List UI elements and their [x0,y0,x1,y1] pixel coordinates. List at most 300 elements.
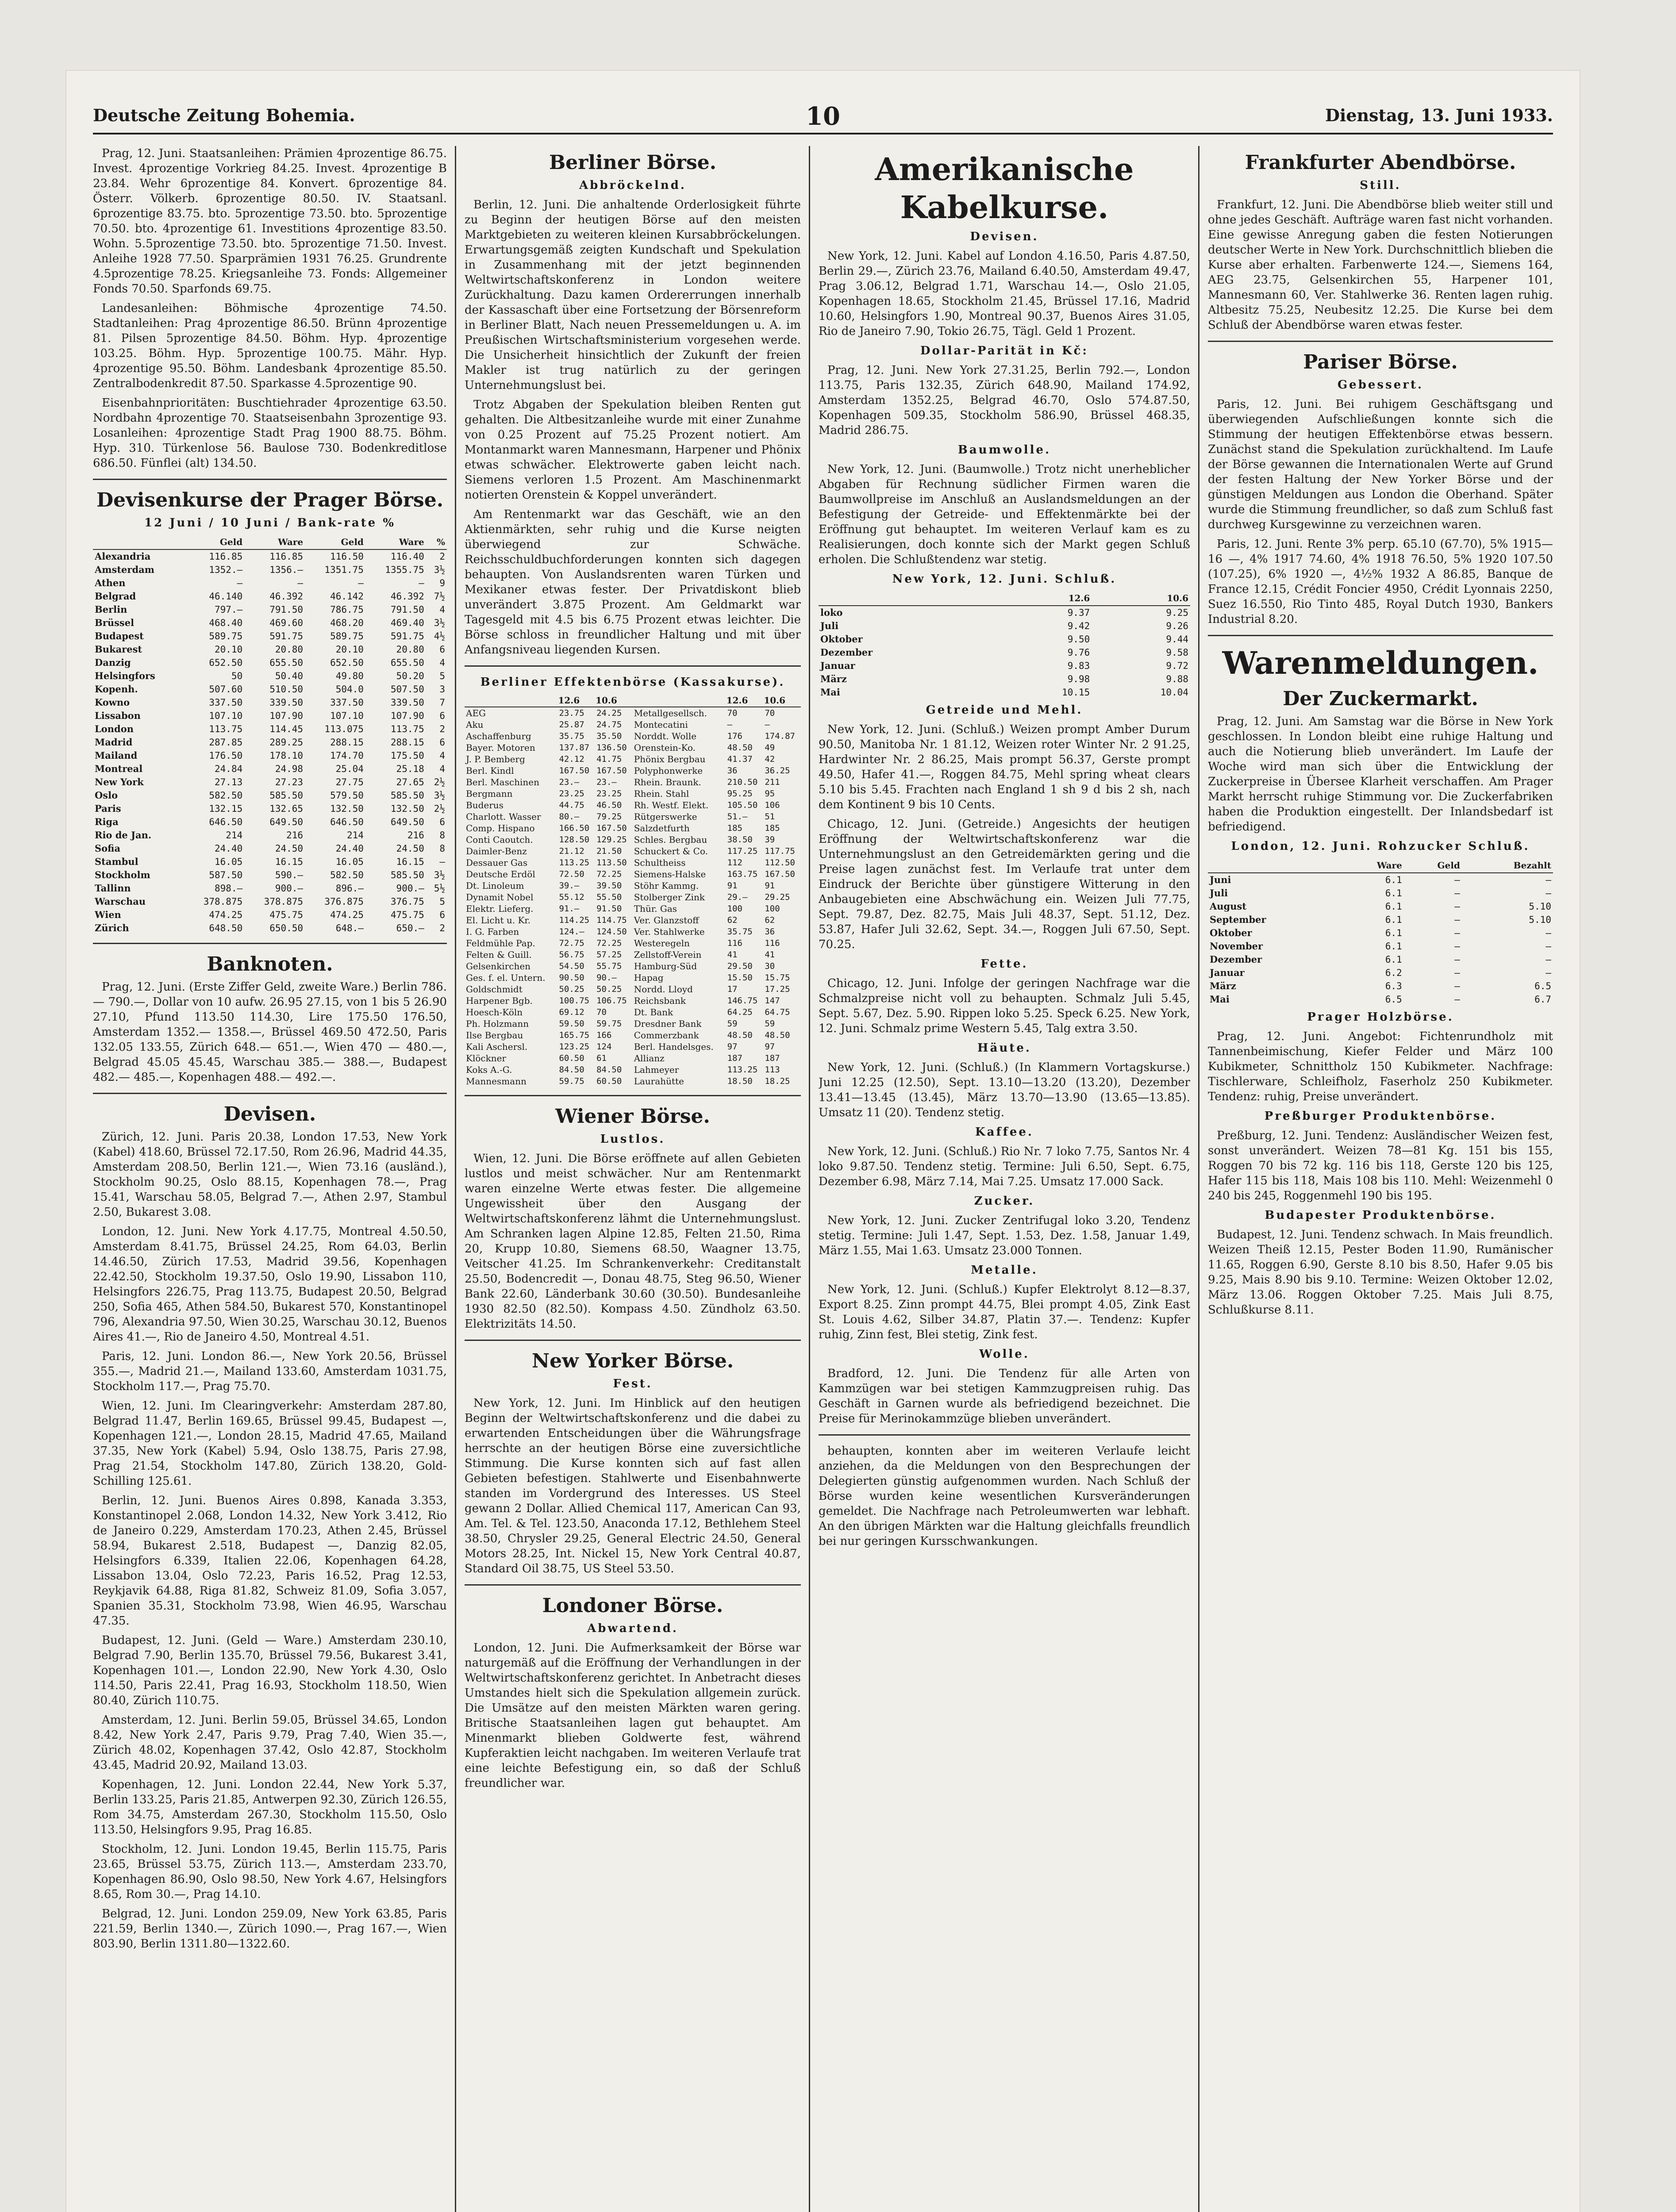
stock-row [465,903,801,914]
table-cell: Berlin [95,604,127,615]
table-cell: 72.25 [596,869,622,879]
table-cell: Polyphonwerke [634,765,703,776]
section-title: Der Zuckermarkt. [1283,687,1478,710]
table-cell: 587.50 [209,870,243,880]
table-cell: 786.75 [330,604,364,615]
table-caption: London, 12. Juni. Rohzucker Schluß. [1231,840,1530,853]
table-cell: 507.50 [390,684,424,695]
stock-row [465,1064,801,1075]
table-cell: 79.25 [596,812,622,822]
table-cell: 210.50 [727,777,758,787]
article-paragraph: Berlin, 12. Juni. Die anhaltende Orderlosigkeit führte zu Beginn der heutigen Börse auf den meisten Marktgebieten zu weiteren kleinen Kursabbröckelungen. Erwartungsgemäß zeigten Kundschaft und Spekulation in Zusammenhang mit der jetzt beginnenden Weltwirtschaftskonferenz in London weitere Zurückhaltung. Dazu kamen Ordererrungen innerhalb der Kassaschaft über eine Fortsetzung der Börsenreform in Berliner Blatt, Nach neuen Pressemeldungen u. A. im Preußischen Wirtschaftsministerium vorgesehen werde. Die Unsicherheit hinsichtlich der Zukunft der freien Makler ist trug natürlich zu der geringen Unternehmungslust bei. [465,198,801,392]
column-4 [1208,146,1553,2212]
section-subtitle: Preßburger Produktenbörse. [1264,1110,1497,1123]
table-cell: 376.75 [390,896,424,907]
table-cell: 44.75 [559,800,584,810]
table-cell: Feldmühle Pap. [466,938,535,949]
table-cell: Berl. Handelsges. [634,1041,714,1052]
table-cell: 646.50 [330,817,364,827]
table-cell: 50 [231,671,243,681]
section-subtitle: Zucker. [974,1194,1035,1208]
table-cell: 2½ [434,777,445,787]
table-cell: 376.875 [324,896,364,907]
cotton-table [819,591,1190,699]
table-cell: 113.25 [559,858,590,868]
table-cell: 23.— [596,777,617,787]
table-cell: 24.40 [215,843,243,854]
article-paragraph: Landesanleihen: Böhmische 4prozentige 74.50. Stadtanleihen: Prag 4prozentige 86.50. Brünn 4prozentige 81. Pilsen 5prozentige 84.50. Böhm. Hyp. 4prozentige 103.25. Böhm. Hyp. 5prozentige 100.75. Mähr. Hyp. 4prozentige 95.50. Böhm. Landesbank 4prozentige 85.50. Zentralbodenkredit 87.50. Sparkasse 4.5prozentige 90. [93,302,447,390]
table-cell: 791.50 [269,604,304,615]
table-cell: 178.10 [269,750,304,761]
table-cell: — [1545,928,1551,938]
table-cell: 107.10 [330,710,364,721]
table-cell: 6 [439,644,445,655]
stock-row [465,960,801,972]
table-cell: 48.50 [727,1030,753,1040]
table-cell: 113.25 [727,1065,758,1075]
section-subtitle: Berliner Effektenbörse (Kassakurse). [480,676,785,689]
table-cell: 2 [439,724,445,734]
table-cell: Helsingfors [95,670,155,681]
table-cell: Koks A.-G. [466,1064,512,1075]
table-cell: 41.75 [596,754,622,764]
table-cell: 112.50 [765,858,795,868]
table-cell: 107.90 [269,710,304,721]
section-subtitle: Wolle. [979,1348,1030,1361]
table-cell: 61 [596,1053,607,1063]
table-cell: 289.25 [269,737,304,748]
table-cell: Phönix Bergbau [634,754,706,764]
table-cell: 24.50 [396,843,424,854]
table-cell: 6 [439,817,445,827]
article-text: New York, 12. Juni. (Schluß.) Rio Nr. 7 loko 7.75, Santos Nr. 4 loko 9.87.50. Tendenz stetig. Termine: Juli 6.50, Sept. 6.75, Dezember 6.98, März 7.14, Mai 7.25. Umsatz 17.000 Sack. [819,1145,1190,1188]
table-cell: 116.85 [269,551,304,562]
cotton-row [819,686,1190,699]
section-subtitle: Budapester Produktenbörse. [1265,1209,1496,1222]
table-cell: Buderus [466,800,504,810]
table-cell: 9.76 [1067,647,1090,658]
table-cell: 339.50 [269,697,304,708]
article-paragraphs [465,197,801,657]
table-cell: 900.— [275,883,304,894]
table-cell: 1352.— [209,565,243,575]
rate-row [93,683,447,696]
table-cell: 6 [439,710,445,721]
table-cell: Schles. Bergbau [634,834,707,845]
table-cell: 46.50 [596,800,622,810]
section-subtitle: Abwartend. [587,1622,678,1635]
table-cell: 132.65 [269,803,304,814]
divider [465,1340,801,1341]
table-cell: 648.50 [209,923,243,933]
table-cell: 4 [439,604,445,615]
table-cell: Bayer. Motoren [466,742,535,753]
table-cell: 41.37 [727,754,753,764]
table-cell: Stolberger Zink [634,892,705,902]
devisen-paragraph: Wien, 12. Juni. Im Clearingverkehr: Amsterdam 287.80, Belgrad 11.47, Berlin 169.65, Brüssel 99.45, Budapest —, Kopenhagen 121.—, London 28.15, Madrid 47.65, Mailand 37.35, New York (Kabel) 5.94, Oslo 138.75, Paris 27.98, Prag 21.54, Stockholm 147.80, Zürich 138.20, Gold-Schilling 125.61. [93,1399,447,1488]
table-cell: 646.50 [209,817,243,827]
divider [465,1584,801,1586]
table-cell: 70 [727,708,738,718]
section-title: Devisen. [223,1103,316,1125]
table-cell: 62 [727,915,738,925]
table-cell: — [1454,994,1460,1005]
stock-row [465,730,801,742]
table-cell: 10.04 [1160,687,1188,698]
table-cell: 27.75 [335,777,364,787]
column-header: 10.6 [595,694,633,707]
table-cell: — [439,856,445,867]
table-cell: 582.50 [209,790,243,801]
table-cell: Norddt. Wolle [634,731,697,741]
table-cell: 48.50 [765,1030,790,1040]
table-cell: 469.60 [269,618,304,628]
table-cell: Dt. Bank [634,1007,673,1018]
page-number: 10 [806,102,840,131]
table-cell: Kali Aschersl. [466,1041,528,1052]
section-subtitle: Dollar-Parität in Kč: [920,344,1089,357]
table-cell: 35.50 [596,731,622,741]
table-cell: — [1454,875,1460,885]
table-cell: Laurahütte [634,1076,684,1087]
table-cell: 113.075 [324,724,364,734]
table-cell: 23.75 [559,708,584,718]
section-title: Frankfurter Abendbörse. [1245,151,1516,174]
article-text: New York, 12. Juni. (Baumwolle.) Trotz nicht unerheblicher Abgaben für Rechnung südlicher Firmen waren die Baumwollpreise im Anschluß an Auslandsmeldungen an der Befestigung der Getreide- und Effektenmärkte bei der Eröffnung gut behauptet. Im weiteren Verlauf kam es zu Realisierungen, doch konnte sich der Markt gegen Schluß erholen. Die Schlußtendenz war stetig. [819,463,1190,566]
table-cell: 124.— [559,927,584,937]
article-text: Preßburg, 12. Juni. Tendenz: Ausländischer Weizen fest, sonst unverändert. Weizen 78—81 Kg. 151 bis 155, Roggen 70 bis 72 kg. 116 bis 118, Gerste 120 bis 125, Hafer 115 bis 118, Mais 108 bis 110. Mehl: Weizenmehl 0 240 bis 245, Roggenmehl 190 bis 195. [1208,1129,1553,1202]
table-cell: 48.50 [727,743,753,753]
stock-row [465,765,801,776]
table-cell: 72.50 [559,869,584,879]
table-cell: Dynamit Nobel [466,892,534,902]
cotton-row [819,659,1190,672]
column-header: % [426,535,447,549]
stock-row [465,880,801,891]
table-cell: 589.75 [209,631,243,641]
table-cell: 90.50 [559,973,584,983]
table-cell: — [237,578,243,588]
rate-row [93,815,447,829]
table-cell: 36 [727,766,738,776]
article-text: Prag, 12. Juni. Angebot: Fichtenrundholz mit Tannenbeimischung, Kiefer Felder und März 100 Kubikmeter, Schnittholz 150 Kubikmeter. Nachfrage: Tischlerware, Schleifholz, Faserholz 250 Kubikmeter. Tendenz: ruhig, Preise unverändert. [1208,1030,1553,1103]
table-cell: 475.75 [269,910,304,920]
devisen-paragraph: Amsterdam, 12. Juni. Berlin 59.05, Brüssel 34.65, London 8.42, New York 2.47, Paris 9.79, Prag 7.40, Wien 35.—, Zürich 48.02, Kopenhagen 37.42, Oslo 42.87, Stockholm 43.45, Madrid 20.92, Mailand 13.03. [93,1713,447,1772]
section-subtitle: Fette. [980,957,1028,971]
table-cell: 18.50 [727,1076,753,1086]
table-cell: Kowno [95,697,130,708]
table-cell: 3½ [434,618,445,628]
table-cell: — [1545,888,1551,899]
table-cell: 582.50 [330,870,364,880]
table-cell: 137.87 [559,743,590,753]
table-cell: — [1454,901,1460,912]
table-cell: 113 [765,1065,780,1075]
table-cell: 117.25 [727,846,758,856]
table-cell: 5.10 [1529,914,1551,925]
table-cell: Rütgerswerke [634,811,697,822]
article-text: Frankfurt, 12. Juni. Die Abendbörse blieb weiter still und ohne jedes Geschäft. Aufträge waren fast nicht vorhanden. Eine gewisse Anregung gaben die festen Notierungen deutscher Werte in New York. Durchschnittlich blieben die Kurse aber erhalten. Farbenwerte 124.—, Siemens 164, AEG 23.75, Gelsenkirchen 55, Harpener 101, Mannesmann 60, Ver. Stahlwerke 36. Renten lagen ruhig. Altbesitz 75.25, Neubesitz 12.25. Die Kurse bei dem Schluß der Abendbörse waren etwas fester. [1208,198,1553,332]
table-cell: Oktober [820,634,863,645]
table-cell: 166.50 [559,823,590,833]
table-cell: 59 [765,1019,775,1029]
section-title: Londoner Börse. [542,1594,723,1617]
article-text: Prag, 12. Juni. Am Samstag war die Börse in New York geschlossen. In London bleibt eine ruhige Haltung und auch die Notierung blieb unverändert. Im Laufe der Woche wird man sich über die Entwicklung der Zuckerpreise in Übersee Klarheit verschaffen. Am Prager Markt herrscht ruhige Stimmung vor. Die Zuckerfabriken haben die Produktion eingestellt. Der Inlandsbedarf ist befriedigend. [1208,715,1553,833]
table-cell: 70 [596,1007,607,1017]
table-cell: 16.15 [275,856,304,867]
table-cell: 35.75 [559,731,584,741]
table-cell: 591.75 [390,631,424,641]
rate-row [93,603,447,616]
table-cell: 655.50 [390,657,424,668]
article-text: New York, 12. Juni. Kabel auf London 4.16.50, Paris 4.87.50, Berlin 29.—, Zürich 23.76, Mailand 6.40.50, Amsterdam 49.47, Prag 3.06.12, Belgrad 1.71, Warschau 14.—, Oslo 21.05, Kopenhagen 18.65, Stockholm 21.45, Brüssel 17.16, Madrid 10.60, Helsingfors 1.90, Montreal 90.37, Buenos Aires 31.05, Rio de Janeiro 7.90, Tokio 26.75, Tägl. Geld 1 Prozent. [819,250,1190,338]
table-cell: Deutsche Erdöl [466,869,535,879]
table-cell: November [1210,941,1263,952]
table-cell: Orenstein-Ko. [634,742,696,753]
table-cell: 288.15 [390,737,424,748]
table-cell: 21.50 [596,846,622,856]
devisen-paragraph: Zürich, 12. Juni. Paris 20.38, London 17.53, New York (Kabel) 418.60, Brüssel 72.17.50, Rom 26.96, Madrid 44.35, Amsterdam 208.50, Berlin 121.—, Wien 73.16 (ausländ.), Stockholm 90.25, Oslo 88.15, Kopenhagen 78.—, Prag 15.41, Warschau 58.05, Belgrad 7.—, Athen 2.97, Stambul 2.50, Bukarest 3.08. [93,1130,447,1219]
table-cell: 91 [727,881,738,891]
column-header: 10.6 [1092,591,1190,606]
table-cell: 38.50 [727,835,753,845]
table-cell: Januar [820,660,855,671]
table-cell: 1355.75 [385,565,424,575]
table-cell: Oktober [1210,927,1252,938]
column-rule [809,146,810,2212]
table-cell: 7½ [434,591,445,602]
table-cell: Dresdner Bank [634,1018,702,1029]
article-text: New York, 12. Juni. (Schluß.) (In Klammern Vortagskurse.) Juni 12.25 (12.50), Sept. 13.10—13.20 (13.20), Dezember 13.41—13.45 (13.45), März 13.70—13.90 (13.65—13.85). Umsatz 11 (20). Tendenz stetig. [819,1061,1190,1119]
table-cell: Allianz [634,1053,665,1064]
table-cell: 6.1 [1385,914,1402,925]
table-cell: 17 [727,984,738,994]
stock-row [465,937,801,949]
table-cell: 9.72 [1166,661,1188,671]
article-text: New York, 12. Juni. (Schluß.) Kupfer Elektrolyt 8.12—8.37, Export 8.25. Zinn prompt 44.75, Blei prompt 4.05, Zink East St. Louis 4.62, Silber 34.87, Platin 37.—. Tendenz: Kupfer ruhig, Zinn fest, Blei stetig, Zink fest. [819,1283,1190,1341]
table-cell: Dezember [1210,954,1262,965]
table-cell: 211 [765,777,780,787]
table-cell: 54.50 [559,961,584,971]
table-cell: 50.40 [275,671,304,681]
table-cell: Athen [95,577,126,588]
table-cell: 176.50 [209,750,243,761]
column-header [465,694,557,707]
table-cell: 9.88 [1166,674,1188,684]
table-cell: 64.25 [727,1007,753,1017]
rate-row [93,563,447,576]
table-cell: 507.60 [209,684,243,695]
section-title: Wiener Börse. [555,1105,710,1128]
table-cell: 46.392 [269,591,304,602]
table-cell: 187 [727,1053,742,1063]
stock-row [465,1018,801,1029]
sugar-row [1208,913,1553,926]
column-header: Ware [365,535,426,549]
table-cell: — [1454,888,1460,899]
table-cell: — [1545,941,1551,952]
sugar-row [1208,926,1553,940]
table-cell: 378.875 [264,896,304,907]
column-header: Geld [1404,858,1462,873]
table-cell: 116.50 [330,551,364,562]
rate-row [93,630,447,643]
table-cell: Berl. Maschinen [466,777,539,787]
table-cell: Reichsbank [634,995,686,1006]
table-cell: 46.140 [209,591,243,602]
table-cell: Mai [1210,994,1230,1005]
table-cell: 3½ [434,790,445,801]
table-cell: 46.142 [330,591,364,602]
table-cell: 1356.— [269,565,304,575]
table-cell: 42.12 [559,754,584,764]
table-cell: 69.12 [559,1007,584,1017]
table-cell: 128.50 [559,835,590,845]
table-cell: 50.20 [396,671,424,681]
section-title: Warenmeldungen. [1222,645,1539,681]
article-text: Prag, 12. Juni. New York 27.31.25, Berlin 792.—, London 113.75, Paris 132.35, Zürich 648.90, Mailand 174.92, Amsterdam 1352.25, Belgrad 46.70, Oslo 574.87.50, Kopenhagen 509.35, Stockholm 586.90, Brüssel 468.35, Madrid 286.75. [819,364,1190,437]
table-cell: 378.875 [203,896,243,907]
table-cell: Amsterdam [95,564,154,575]
table-cell: 9.26 [1166,621,1188,631]
section-subtitle: Baumwolle. [957,443,1051,457]
article-text: Paris, 12. Juni. Bei ruhigem Geschäftsgang und überwiegenden Aufschließungen konnte sich die Stimmung der heutigen Effektenbörse etwas bessern. Zunächst stand die Spekulation zurückhaltend. Im Laufe der Börse gewannen die Internationalen Werte auf Grund der festen Haltung der New Yorker Börse und der günstigen Meldungen aus London die Oberhand. Später wurde die Stimmung freundlicher, so daß zum Schluß fast durchweg Kursgewinne zu verzeichnen waren. [1208,398,1553,531]
table-cell: 60.50 [596,1076,622,1086]
table-cell: 216 [407,830,424,841]
table-cell: Juni [1210,874,1231,885]
table-cell: Mailand [95,750,138,761]
column-header: Geld [184,535,244,549]
table-cell: Madrid [95,737,133,748]
table-cell: 146.75 [727,996,758,1006]
table-cell: Schultheiss [634,857,686,868]
stock-row [465,753,801,765]
table-cell: 214 [226,830,243,841]
table-caption: New York, 12. Juni. Schluß. [892,572,1117,586]
table-cell: 132.50 [390,803,424,814]
rate-row [93,882,447,895]
stock-quotes-table [465,694,801,1087]
devisen-paragraph: Paris, 12. Juni. London 86.—, New York 20.56, Brüssel 355.—, Madrid 21.—, Mailand 133.60, Amsterdam 1031.75, Stockholm 117.—, Prag 75.70. [93,1350,447,1393]
table-cell: 791.50 [390,604,424,615]
table-cell: Aku [466,719,484,730]
table-cell: 132.15 [209,803,243,814]
section-subtitle: Lustlos. [600,1133,665,1146]
rate-row [93,922,447,935]
table-cell: 339.50 [390,697,424,708]
table-cell: 117.75 [765,846,795,856]
divider [93,943,447,944]
stock-row [465,1075,801,1087]
article-paragraph: Am Rentenmarkt war das Geschäft, wie an den Aktienmärkten, sehr ruhig und die Kurse neigten überwiegend zur Schwäche. Reichsschuldbuchforderungen konnten sich dagegen behaupten. Von Auslandsrenten waren Türken und Mexikaner etwas fester. Der Privatdiskont blieb unverändert 3.875 Prozent. Am Geldmarkt war Tagesgeld mit 4.5 bis 6.75 Prozent etwas leichter. Die Börse schloss in freundlicher Haltung und mit über Anfangsniveau liegenden Kursen. [465,508,801,657]
table-cell: Bergmann [466,788,513,799]
table-cell: 475.75 [390,910,424,920]
article-paragraph: Eisenbahnprioritäten: Buschtiehrader 4prozentige 63.50. Nordbahn 4prozentige 70. Staatseisenbahn 3prozentige 93. Losanleihen: 4prozentige Stadt Prag 1900 88.75. Böhm. Hyp. 310. Türkenlose 56. Baulose 730. Bodenkreditlose 686.50. Fünflei (alt) 134.50. [93,396,447,470]
column-header: Ware [1340,858,1403,873]
table-cell: 6.5 [1534,981,1551,991]
table-cell: Rhein. Stahl [634,788,689,799]
column-header [819,591,993,606]
table-cell: Alexandria [95,551,151,562]
table-cell: Siemens-Halske [634,869,706,879]
table-cell: Budapest [95,630,144,641]
rate-row [93,895,447,908]
table-cell: 174.87 [765,731,795,741]
table-cell: 17.25 [765,984,790,994]
divider [93,1093,447,1094]
rate-row [93,855,447,868]
table-cell: Metallgesellsch. [634,708,707,718]
table-cell: El. Licht u. Kr. [466,915,531,926]
table-cell: 113.75 [209,724,243,734]
table-cell: 469.40 [390,618,424,628]
table-cell: 16.05 [335,856,364,867]
table-cell: 655.50 [269,657,304,668]
stock-row [465,983,801,995]
table-cell: Hapag [634,972,664,983]
table-cell: Dt. Linoleum [466,880,524,891]
table-cell: März [1210,980,1236,991]
table-cell: Schuckert & Co. [634,846,708,856]
table-cell: 650.50 [269,923,304,933]
rate-row [93,722,447,736]
table-cell: 116.85 [209,551,243,562]
table-cell: 585.50 [390,870,424,880]
rate-row [93,696,447,709]
table-cell: — [727,720,733,730]
table-cell: 72.75 [559,938,584,948]
table-cell: 474.25 [209,910,243,920]
stock-row [465,1006,801,1018]
table-cell: 27.65 [396,777,424,787]
table-cell: 84.50 [596,1065,622,1075]
table-cell: 91 [765,881,775,891]
table-cell: 116 [765,938,780,948]
devisen-paragraph: London, 12. Juni. New York 4.17.75, Montreal 4.50.50, Amsterdam 8.41.75, Brüssel 24.25, Rom 64.03, Berlin 14.46.50, Zürich 17.53, Madrid 39.56, Kopenhagen 22.42.50, Stockholm 19.37.50, Oslo 19.90, Lissabon 110, Helsingfors 226.75, Prag 113.75, Budapest 20.50, Belgrad 250, Sofia 465, Athen 584.50, Bukarest 570, Konstantinopel 796, Alexandria 97.50, Wien 30.25, Warschau 30.12, Buenos Aires 41.—, Rio de Janeiro 4.50, Montreal 4.51. [93,1225,447,1344]
table-cell: Mai [820,687,840,698]
table-cell: Rio de Jan. [95,830,152,841]
table-cell: 9.83 [1067,661,1090,671]
stock-row [465,799,801,811]
table-cell: 124.50 [596,927,627,937]
table-cell: Aschaffenburg [466,731,531,741]
column-header: Ware [244,535,305,549]
table-cell: Ilse Bergbau [466,1030,523,1041]
table-cell: Brüssel [95,617,135,628]
stock-row [465,914,801,926]
table-cell: 55.12 [559,892,584,902]
table-cell: 29.25 [765,892,790,902]
table-cell: — [1454,914,1460,925]
cotton-row [819,633,1190,646]
rate-row [93,762,447,776]
stock-row [465,742,801,753]
rate-row [93,829,447,842]
column-header: Bezahlt [1462,858,1553,873]
table-cell: Elektr. Lieferg. [466,903,534,914]
table-cell: 174.70 [330,750,364,761]
exchange-rates-table [93,535,447,935]
newspaper-page [66,71,1580,2212]
table-cell: Ges. f. el. Untern. [466,972,546,983]
column-rule [455,146,456,2212]
divider [1208,635,1553,636]
table-cell: 107.10 [209,710,243,721]
table-cell: 652.50 [330,657,364,668]
table-cell: 59.50 [559,1019,584,1029]
article-text: New York, 12. Juni. Zucker Zentrifugal loko 3.20, Tendenz stetig. Termine: Juli 1.47, Sept. 1.53, Dez. 1.58, Januar 1.49, März 1.55, Mai 1.63. Umsatz 23.000 Tonnen. [819,1214,1190,1257]
table-cell: AEG [466,708,486,718]
